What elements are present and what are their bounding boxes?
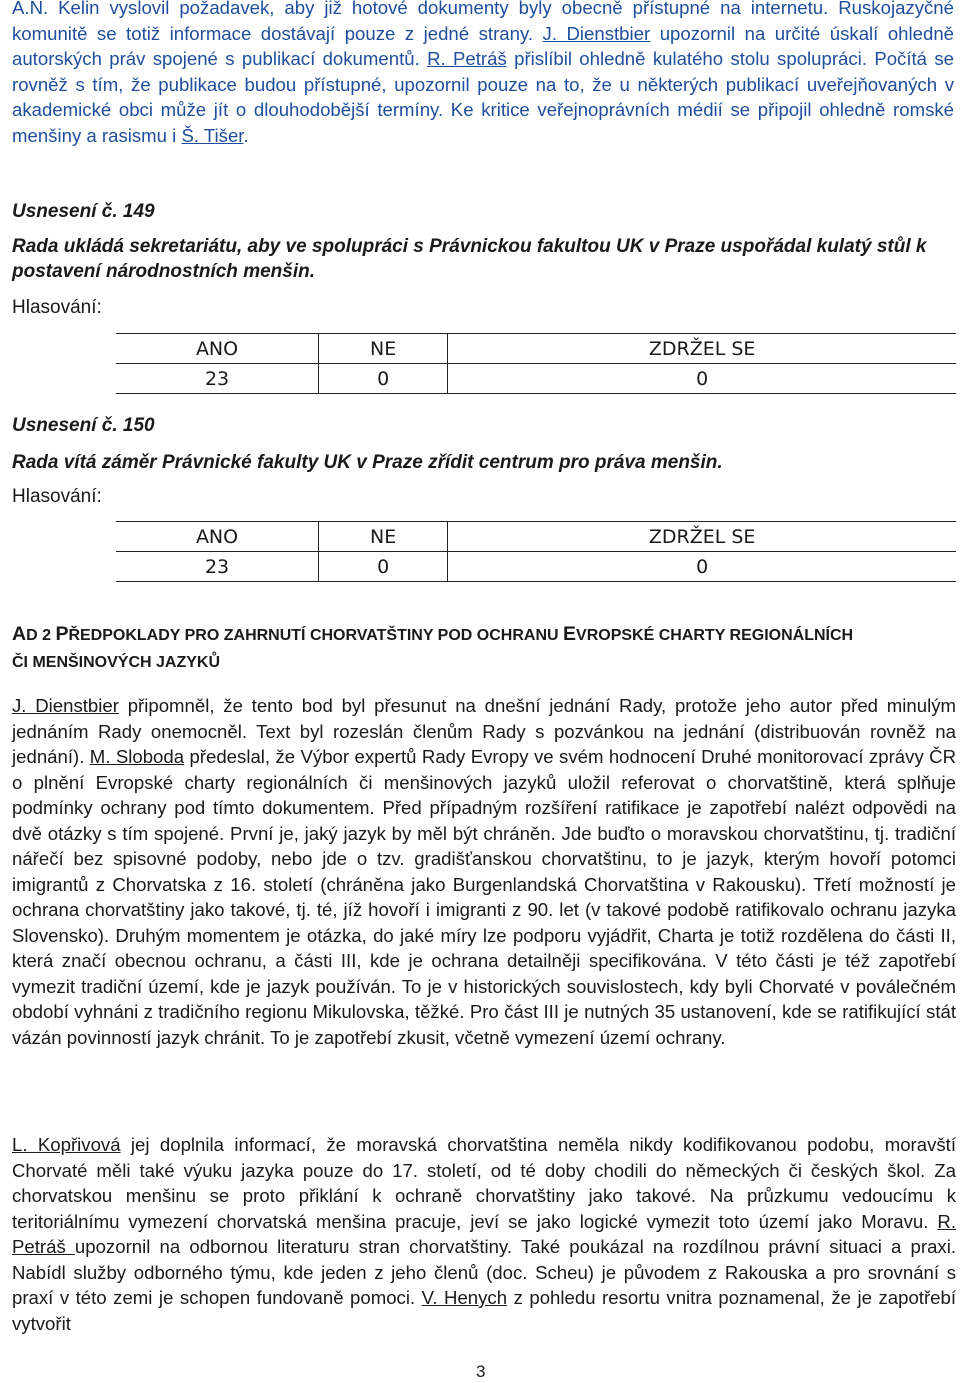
vote-value-yes: 23 bbox=[116, 364, 319, 394]
resolution-149-text: Rada ukládá sekretariátu, aby ve spolupráci s Právnickou fakultou UK v Praze uspořádal kulatý stůl k postavení národnostních menšin. bbox=[12, 236, 927, 282]
intro-text-end: . bbox=[243, 124, 249, 146]
name-dienstbier: J. Dienstbier bbox=[542, 22, 651, 44]
vote-value-abstain: 0 bbox=[448, 552, 956, 582]
vote-value-row bbox=[116, 364, 956, 394]
resolution-149-vote-table bbox=[116, 333, 956, 394]
vote-value-no: 0 bbox=[319, 364, 448, 394]
name-petras: R. Petráš bbox=[427, 48, 507, 69]
resolution-149-vote-label: Hlasování: bbox=[12, 297, 102, 318]
intro-text-1: A.N. Kelin vyslovil požadavek, aby již hotové dokumenty byly obecně přístupné na internetu. Ruskojazyčné komunitě se totiž informace dostávají pouze z jedné strany. bbox=[12, 0, 954, 44]
name-dienstbier-2: J. Dienstbier bbox=[12, 695, 119, 716]
page-number: 3 bbox=[476, 1362, 486, 1381]
resolution-149-heading: Usnesení č. 149 bbox=[12, 201, 155, 222]
name-sloboda: M. Sloboda bbox=[89, 746, 185, 767]
intro-text-3: přislíbil ohledně kulatého stolu spolupráci. Počítá se rovněž s tím, že publikace budou přístupné, upozornil pouze na to, že u některých publikací uveřejňovaných v akademické obci může jít o dlouhodobější termíny. Ke kritice veřejnoprávních médií se připojil ohledně romské menšiny a rasismu i bbox=[12, 48, 955, 146]
vote-header-no: NE bbox=[319, 522, 448, 552]
section-ad2-heading-line2: ČI MENŠINOVÝCH JAZYKŮ bbox=[12, 654, 221, 671]
vote-header-row bbox=[116, 334, 956, 364]
resolution-150-heading: Usnesení č. 150 bbox=[12, 415, 155, 436]
name-koprivova: L. Kopřivová bbox=[12, 1134, 121, 1155]
resolution-150-text: Rada vítá záměr Právnické fakulty UK v Praze zřídit centrum pro práva menšin. bbox=[12, 452, 723, 473]
intro-paragraph bbox=[12, 0, 954, 148]
vote-header-abstain: ZDRŽEL SE bbox=[448, 334, 956, 364]
body-paragraph-2: L. Kopřivová jej doplnila informací, že moravská chorvatština neměla nikdy kodifikovanou podobu, moravští Chorvaté měli také výuku jazyka pouze do 17. století, od té doby chodili do německých či českých škol. Za chorvatskou menšinu se proto přiklání k ochraně chorvatštiny jako takové. Na průzkumu vedoucímu k teritoriálnímu vymezení chorvatská menšina pracuje, jeví se jako logické vymezit toto území jako Moravu. R. Petráš upozornil na odbornou literaturu stran chorvatštiny. Také poukázal na rozdílnou právní situaci a praxi. Nabídl služby odborného týmu, kde jeden z jeho členů (doc. Scheu) je původem z Rakouska a pro srovnání s praxí v této zemi je schopen fundovaně pomoci. V. Henych z pohledu resortu vnitra poznamenal, že je zapotřebí vytvořit bbox=[12, 1134, 957, 1334]
vote-header-yes: ANO bbox=[116, 522, 319, 552]
body-paragraph-1: J. Dienstbier připomněl, že tento bod byl přesunut na dnešní jednání Rady, protože jeho autor před minulým jednáním Rady onemocněl. Text byl rozeslán členům Rady s pozvánkou na jednání (distribuován rovněž na jednání). M. Sloboda předeslal, že Výbor expertů Rady Evropy ve svém hodnocení Druhé monitorovací zprávy ČR o plnění Evropské charty regionálních či menšinových jazyků uložil referovat o chorvatštině, která splňuje podmínky ochrany pod tímto dokumentem. Před případným rozšíření ratifikace je zapotřebí nalézt odpovědi na dvě otázky s tím spojené. První je, jaký jazyk by měl být chráněn. Jde buďto o moravskou chorvatštinu, tj. tradiční nářečí bez spisovné podoby, nebo jde o tzv. gradišťanskou chorvatštinu, to je jazyk, kterým hovoří potomci imigrantů z Chorvatska z 16. století (chráněna jako Burgenlandská Chorvatština v Rakousku). Třetí možností je ochrana chorvatštiny jako takové, tj. té, jíž hovoří i imigranti z 90. let (v takové podobě ratifikovalo ochranu jazyka Slovensko). Druhým momentem je otázka, do jaké míry lze podporu vyjádřit, Charta je totiž rozdělena do části II, která značí obecnou ochranu, a části III, kde je ochrana detailněji specifikována. V této části je též zapotřebí vymezit tradiční území, kde je jazyk používán. To je v historických souvislostech, kdy byli Chorvaté v poválečném období vyhnáni z tradičního regionu Mikulovska, těžké. Pro část III je nutných 35 ustanovení, kde se ratifikující stát vázán povinností jazyk chránit. To je zapotřebí zkusit, včetně vymezení území ochrany. bbox=[12, 695, 956, 1048]
name-petras-2: R. Petráš bbox=[12, 1210, 956, 1257]
vote-header-abstain: ZDRŽEL SE bbox=[448, 522, 956, 552]
vote-header-yes: ANO bbox=[116, 334, 319, 364]
section-ad2-heading bbox=[12, 621, 956, 676]
section-ad2-heading-line1: AD 2 PŘEDPOKLADY PRO ZAHRNUTÍ CHORVATŠTINY POD OCHRANU EVROPSKÉ CHARTY REGIONÁLNÍCH bbox=[12, 623, 854, 645]
intro-text-2: upozornil na určité úskalí ohledně autorských práv spojené s publikací dokumentů. bbox=[12, 22, 955, 69]
resolution-150-vote-table bbox=[116, 521, 956, 582]
vote-header-row bbox=[116, 522, 956, 552]
name-tiser: Š. Tišer bbox=[181, 124, 244, 146]
vote-header-no: NE bbox=[319, 334, 448, 364]
vote-value-row bbox=[116, 552, 956, 582]
resolution-150-vote-label: Hlasování: bbox=[12, 486, 102, 507]
vote-value-no: 0 bbox=[319, 552, 448, 582]
vote-value-abstain: 0 bbox=[448, 364, 956, 394]
name-henych: V. Henych bbox=[421, 1287, 508, 1308]
vote-value-yes: 23 bbox=[116, 552, 319, 582]
